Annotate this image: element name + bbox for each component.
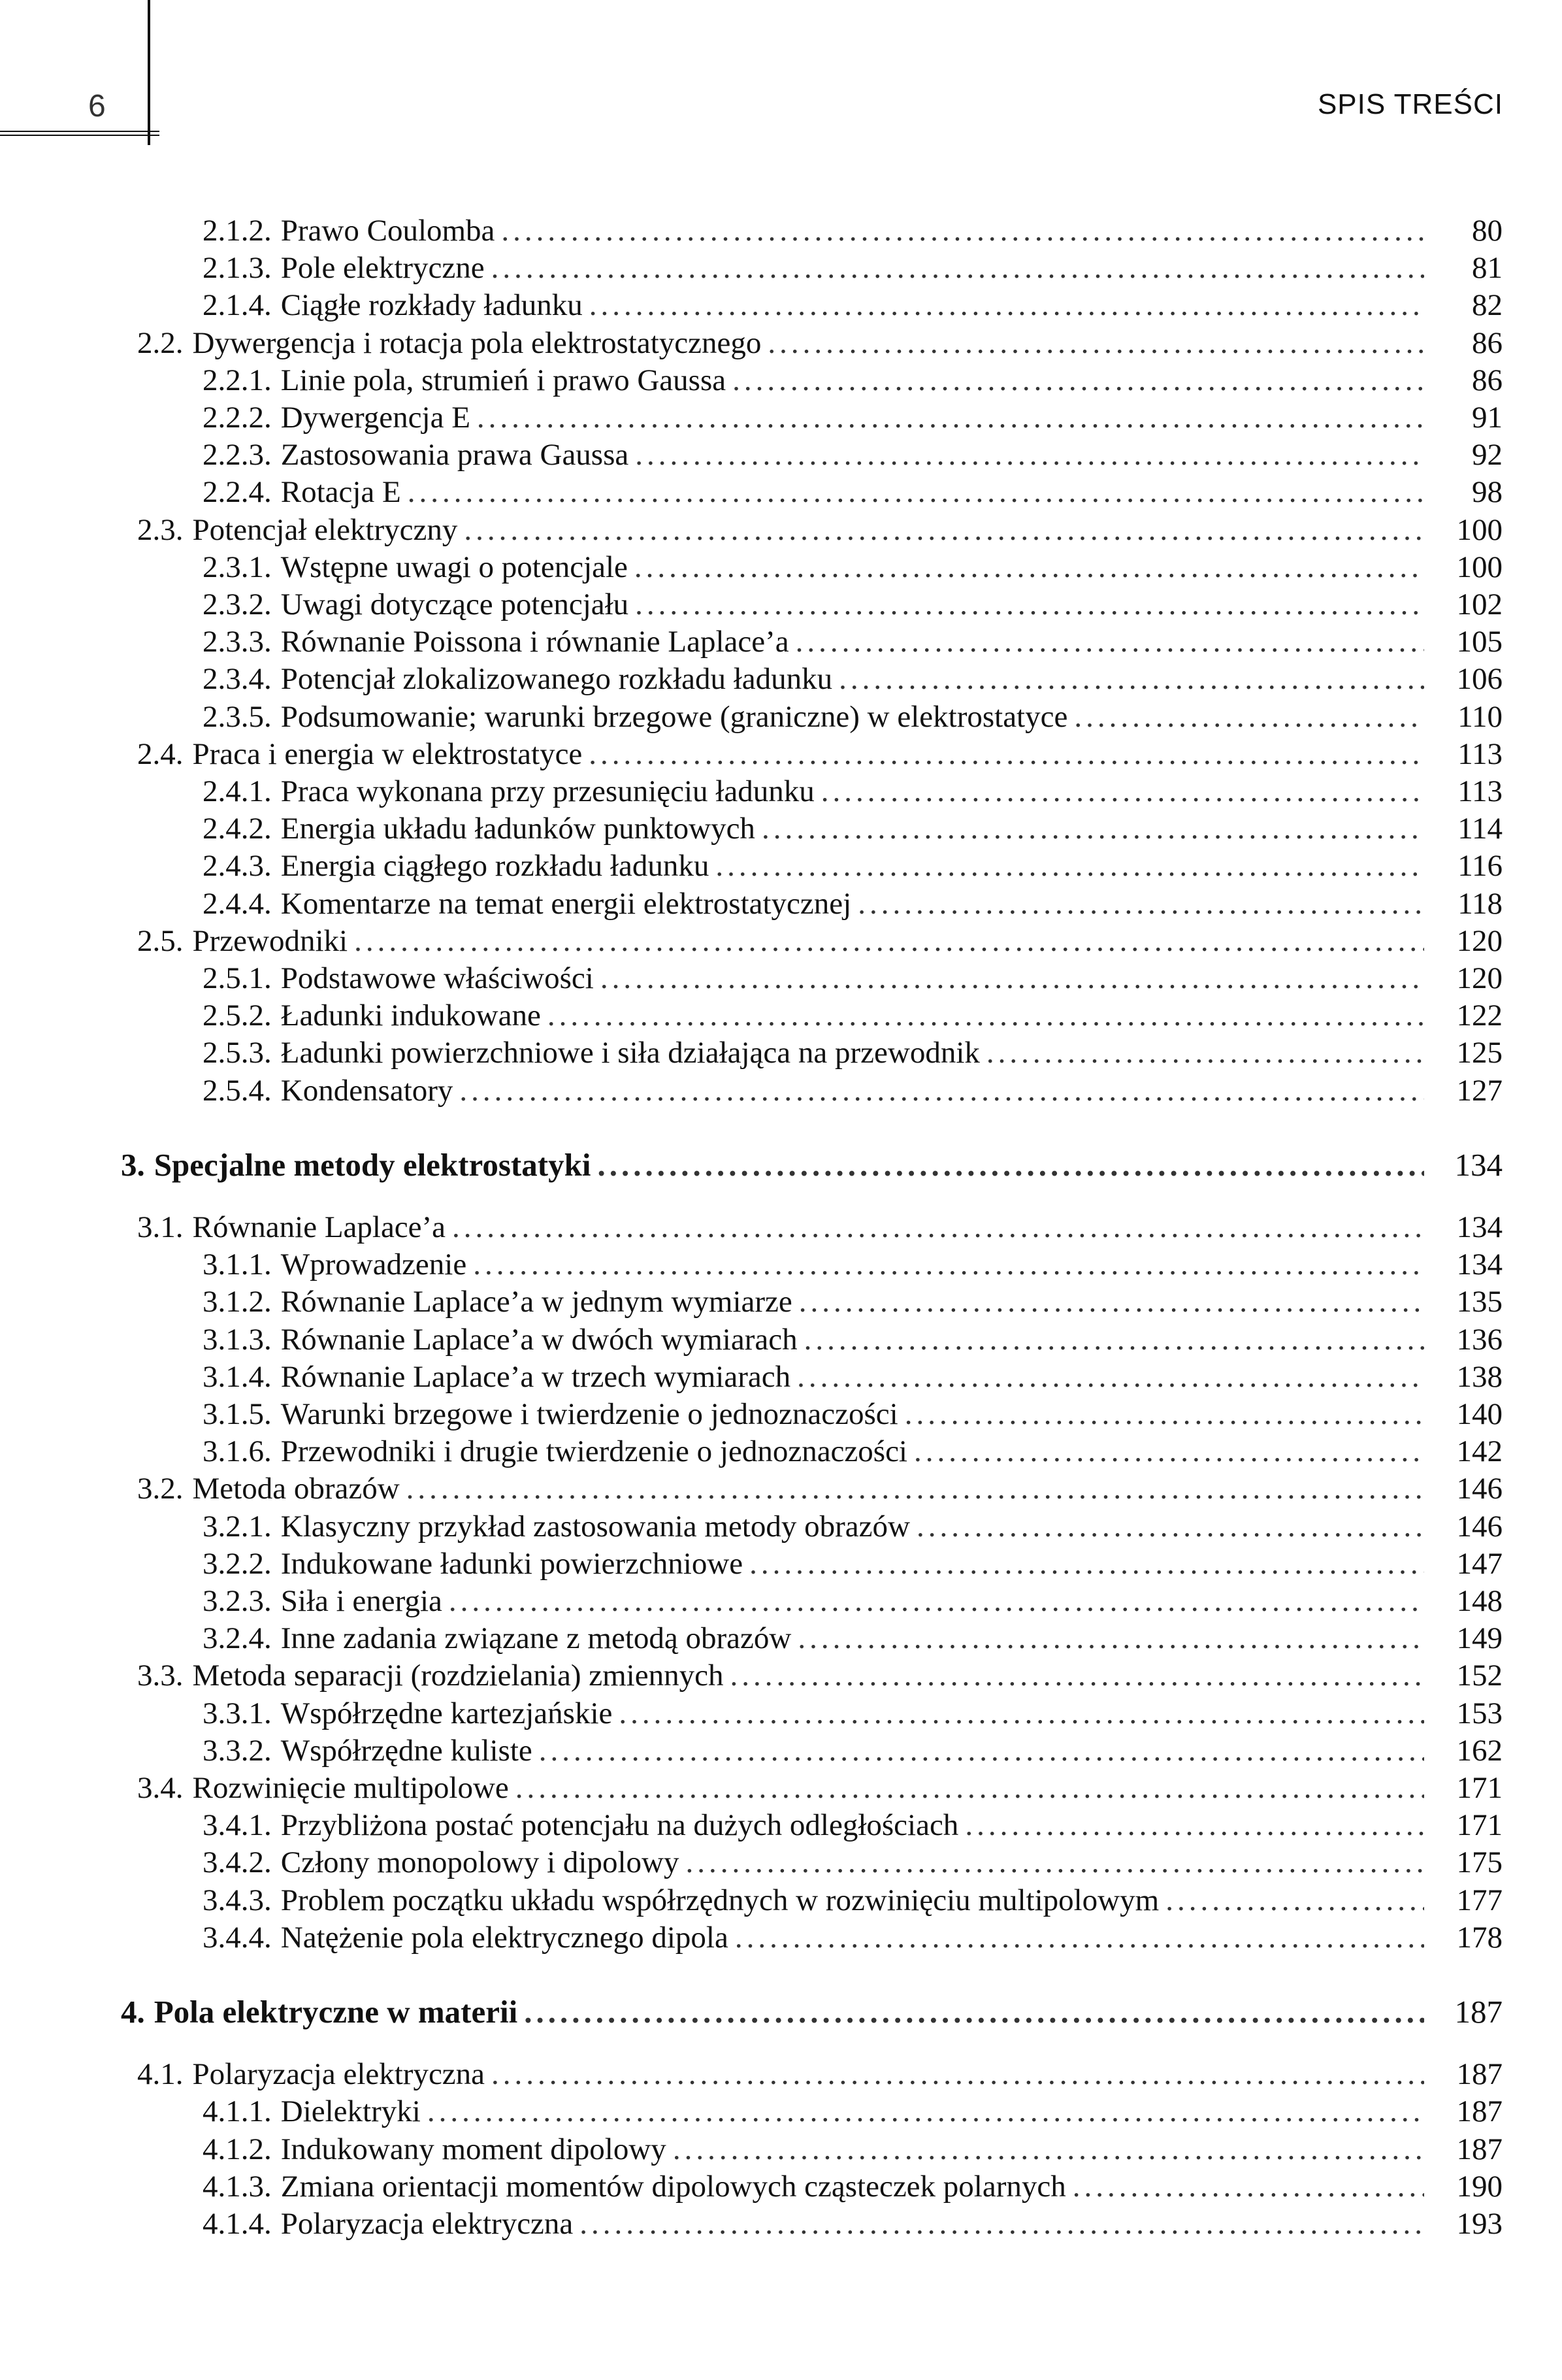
toc-subsection (203, 365, 1503, 396)
toc-entry-number: 2.4. (137, 737, 184, 771)
toc-section (137, 739, 1503, 770)
toc-section (137, 926, 1503, 957)
toc-entry-page: 187 (1456, 2132, 1503, 2166)
dot-leader (732, 365, 1424, 396)
toc-subsection (203, 1512, 1503, 1542)
dot-leader (635, 589, 1424, 620)
dot-leader (986, 1038, 1424, 1068)
toc-entry-title: Równanie Laplace’a (192, 1210, 446, 1244)
dot-leader (796, 627, 1424, 657)
toc-entry-page: 146 (1456, 1472, 1503, 1506)
dot-leader (589, 290, 1424, 321)
dot-leader (730, 1661, 1424, 1691)
toc-subsection (203, 1549, 1503, 1579)
toc-entry-page: 86 (1472, 326, 1503, 360)
toc-entry-number: 3. (121, 1147, 145, 1183)
toc-subsection (203, 627, 1503, 657)
dot-leader (1165, 1885, 1424, 1916)
toc-entry-title: Zmiana orientacji momentów dipolowych cząsteczek polarnych (280, 2170, 1066, 2204)
toc-entry-page: 102 (1456, 587, 1503, 621)
toc-entry-title: Siła i energia (280, 1584, 442, 1618)
toc-entry-title: Praca wykonana przy przesunięciu ładunku (280, 774, 815, 808)
toc-entry-page: 152 (1456, 1659, 1503, 1693)
dot-leader (799, 1287, 1424, 1317)
toc-entry-page: 136 (1456, 1323, 1503, 1357)
toc-entry-number: 4.1.1. (203, 2094, 272, 2128)
dot-leader (579, 2209, 1424, 2240)
toc-chapter (121, 1996, 1503, 2028)
dot-leader (600, 963, 1424, 994)
dot-leader (515, 1773, 1424, 1804)
toc-subsection (203, 1000, 1503, 1031)
dot-leader (735, 1923, 1424, 1953)
toc-subsection (203, 963, 1503, 994)
toc-entry-number: 3.1.2. (203, 1285, 272, 1319)
dot-leader (858, 889, 1424, 919)
toc-entry-title: Równanie Poissona i równanie Laplace’a (280, 625, 789, 659)
toc-subsection (203, 1885, 1503, 1916)
dot-leader (459, 1076, 1424, 1106)
toc-subsection (203, 1249, 1503, 1280)
toc-entry-number: 3.2.1. (203, 1510, 272, 1544)
toc-entry-page: 187 (1454, 1994, 1503, 2030)
toc-subsection (203, 814, 1503, 844)
toc-entry-number: 2.1.3. (203, 251, 272, 285)
dot-leader (797, 1362, 1424, 1393)
toc-subsection (203, 1362, 1503, 1393)
toc-entry-page: 81 (1472, 251, 1503, 285)
toc-entry-page: 116 (1457, 849, 1503, 883)
toc-section (137, 1212, 1503, 1243)
dot-leader (491, 2059, 1424, 2090)
toc-entry-number: 2.1.4. (203, 288, 272, 322)
dot-leader (452, 1212, 1424, 1243)
toc-entry-page: 190 (1456, 2170, 1503, 2204)
toc-entry-page: 113 (1457, 774, 1503, 808)
dot-leader (634, 552, 1424, 583)
toc-entry-number: 3.3. (137, 1659, 184, 1693)
toc-entry-number: 4. (121, 1994, 145, 2030)
toc-entry-page: 120 (1456, 961, 1503, 995)
toc-entry-title: Ładunki indukowane (280, 999, 541, 1033)
toc-entry-number: 3.4. (137, 1771, 184, 1805)
dot-leader (839, 664, 1424, 695)
toc-subsection (203, 552, 1503, 583)
toc-subsection (203, 2209, 1503, 2240)
toc-entry-page: 91 (1472, 401, 1503, 435)
toc-entry-title: Ładunki powierzchniowe i siła działająca na przewodnik (280, 1036, 980, 1070)
toc-entry-page: 80 (1472, 214, 1503, 248)
toc-section (137, 328, 1503, 359)
toc-entry-page: 193 (1456, 2207, 1503, 2241)
dot-leader (798, 1623, 1424, 1654)
toc-entry-title: Dywergencja E (280, 401, 470, 435)
toc-entry-number: 2.3.3. (203, 625, 272, 659)
toc-entry-title: Potencjał zlokalizowanego rozkładu ładunku (280, 662, 833, 696)
dot-leader (406, 1474, 1424, 1504)
toc-entry-page: 122 (1456, 999, 1503, 1033)
toc-entry-title: Wprowadzenie (280, 1248, 467, 1281)
toc-entry-title: Praca i energia w elektrostatyce (192, 737, 583, 771)
dot-leader (473, 1249, 1424, 1280)
toc-subsection (203, 1586, 1503, 1617)
toc-subsection (203, 1810, 1503, 1841)
toc-subsection (203, 477, 1503, 508)
toc-entry-title: Energia ciągłego rozkładu ładunku (280, 849, 709, 883)
toc-entry-number: 2.3.2. (203, 587, 272, 621)
toc-entry-title: Przybliżona postać potencjału na dużych odległościach (280, 1808, 959, 1842)
toc-entry-title: Problem początku układu współrzędnych w rozwinięciu multipolowym (280, 1883, 1160, 1917)
toc-subsection (203, 2134, 1503, 2165)
toc-entry-title: Metoda separacji (rozdzielania) zmiennych (192, 1659, 724, 1693)
dot-leader (354, 926, 1424, 957)
toc-entry-title: Przewodniki i drugie twierdzenie o jednoznaczości (280, 1434, 907, 1468)
toc-entry-number: 3.2.3. (203, 1584, 272, 1618)
toc-entry-page: 138 (1456, 1360, 1503, 1394)
toc-entry-title: Równanie Laplace’a w jednym wymiarze (280, 1285, 792, 1319)
toc-subsection (203, 702, 1503, 733)
toc-entry-page: 178 (1456, 1921, 1503, 1955)
toc-entry-number: 2.4.4. (203, 887, 272, 921)
toc-entry-title: Komentarze na temat energii elektrostatycznej (280, 887, 852, 921)
toc-entry-page: 149 (1456, 1621, 1503, 1655)
toc-entry-title: Indukowane ładunki powierzchniowe (280, 1547, 743, 1581)
toc-entry-title: Uwagi dotyczące potencjału (280, 587, 629, 621)
toc-entry-page: 110 (1457, 700, 1503, 734)
corner-frame-horizontal (0, 131, 159, 136)
toc-entry-number: 2.5.4. (203, 1074, 272, 1108)
toc-entry-number: 2.2.3. (203, 438, 272, 472)
toc-entry-number: 4.1.4. (203, 2207, 272, 2241)
dot-leader (917, 1512, 1424, 1542)
toc-subsection (203, 440, 1503, 471)
toc-entry-number: 2.5. (137, 924, 184, 958)
toc-entry-number: 2.4.2. (203, 812, 272, 846)
toc-entry-number: 2.2. (137, 326, 184, 360)
toc-subsection (203, 1436, 1503, 1467)
toc-entry-title: Kondensatory (280, 1074, 453, 1108)
toc-subsection (203, 1399, 1503, 1430)
toc-entry-number: 3.4.1. (203, 1808, 272, 1842)
toc-entry-page: 187 (1456, 2057, 1503, 2091)
toc-entry-number: 3.4.4. (203, 1921, 272, 1955)
dot-leader (914, 1436, 1424, 1467)
toc-entry-number: 3.3.1. (203, 1696, 272, 1730)
toc-entry-number: 2.4.1. (203, 774, 272, 808)
toc-entry-number: 3.1.4. (203, 1360, 272, 1394)
toc-entry-page: 171 (1456, 1808, 1503, 1842)
toc-entry-page: 125 (1456, 1036, 1503, 1070)
toc-entry-number: 2.3.5. (203, 700, 272, 734)
toc-entry-page: 120 (1456, 924, 1503, 958)
toc-entry-title: Polaryzacja elektryczna (192, 2057, 485, 2091)
toc-subsection (203, 889, 1503, 919)
toc-entry-page: 134 (1456, 1210, 1503, 1244)
toc-entry-number: 4.1.2. (203, 2132, 272, 2166)
toc-subsection (203, 216, 1503, 246)
toc-entry-title: Zastosowania prawa Gaussa (280, 438, 629, 472)
dot-leader (673, 2134, 1424, 2165)
toc-entry-number: 2.2.1. (203, 363, 272, 397)
running-header: SPIS TREŚCI (1317, 88, 1503, 120)
toc-entry-number: 3.3.2. (203, 1734, 272, 1768)
toc-entry-title: Współrzędne kartezjańskie (280, 1696, 613, 1730)
dot-leader (408, 477, 1424, 508)
toc-entry-title: Ciągłe rozkłady ładunku (280, 288, 583, 322)
toc-entry-number: 2.2.2. (203, 401, 272, 435)
toc-entry-page: 118 (1457, 887, 1503, 921)
dot-leader (427, 2096, 1424, 2127)
dot-leader (524, 1996, 1424, 2028)
toc-entry-number: 2.3.4. (203, 662, 272, 696)
toc-entry-page: 86 (1472, 363, 1503, 397)
toc-entry-page: 177 (1456, 1883, 1503, 1917)
toc-entry-page: 127 (1456, 1074, 1503, 1108)
toc-entry-number: 2.5.1. (203, 961, 272, 995)
dot-leader (491, 253, 1424, 284)
dot-leader (965, 1810, 1424, 1841)
toc-entry-title: Współrzędne kuliste (280, 1734, 532, 1768)
dot-leader (635, 440, 1424, 471)
dot-leader (597, 1149, 1424, 1181)
toc-entry-number: 3.2. (137, 1472, 184, 1506)
toc-section (137, 1474, 1503, 1504)
toc-entry-number: 3.2.2. (203, 1547, 272, 1581)
toc-subsection (203, 403, 1503, 433)
toc-entry-number: 2.2.4. (203, 475, 272, 509)
toc-entry-number: 2.4.3. (203, 849, 272, 883)
toc-entry-title: Natężenie pola elektrycznego dipola (280, 1921, 728, 1955)
dot-leader (464, 515, 1424, 546)
toc-section (137, 515, 1503, 546)
dot-leader (768, 328, 1424, 359)
toc-subsection (203, 1847, 1503, 1878)
toc-subsection (203, 589, 1503, 620)
dot-leader (1074, 702, 1424, 733)
toc-entry-title: Inne zadania związane z metodą obrazów (280, 1621, 792, 1655)
toc-entry-number: 3.1.1. (203, 1248, 272, 1281)
toc-subsection (203, 1736, 1503, 1766)
page-number: 6 (88, 89, 106, 124)
toc-entry-title: Warunki brzegowe i twierdzenie o jednoznaczości (280, 1397, 898, 1431)
toc-entry-title: Podstawowe właściwości (280, 961, 594, 995)
dot-leader (821, 776, 1424, 807)
toc-entry-number: 3.2.4. (203, 1621, 272, 1655)
dot-leader (762, 814, 1424, 844)
toc-entry-title: Równanie Laplace’a w dwóch wymiarach (280, 1323, 798, 1357)
dot-leader (477, 403, 1424, 433)
toc-entry-page: 148 (1456, 1584, 1503, 1618)
toc-subsection (203, 253, 1503, 284)
toc-entry-page: 171 (1456, 1771, 1503, 1805)
toc-entry-page: 92 (1472, 438, 1503, 472)
toc-entry-page: 140 (1456, 1397, 1503, 1431)
toc-entry-title: Przewodniki (192, 924, 348, 958)
toc-entry-title: Równanie Laplace’a w trzech wymiarach (280, 1360, 791, 1394)
toc-entry-page: 187 (1456, 2094, 1503, 2128)
toc-entry-title: Pola elektryczne w materii (154, 1994, 518, 2030)
toc-entry-page: 162 (1456, 1734, 1503, 1768)
toc-entry-title: Człony monopolowy i dipolowy (280, 1845, 679, 1879)
toc-entry-page: 100 (1456, 550, 1503, 584)
toc-entry-page: 82 (1472, 288, 1503, 322)
toc-subsection (203, 290, 1503, 321)
toc-subsection (203, 1698, 1503, 1729)
toc-entry-title: Dywergencja i rotacja pola elektrostatycznego (192, 326, 762, 360)
toc-entry-page: 142 (1456, 1434, 1503, 1468)
toc-entry-number: 3.4.2. (203, 1845, 272, 1879)
toc-entry-number: 3.1.5. (203, 1397, 272, 1431)
toc-subsection (203, 851, 1503, 882)
toc-entry-page: 146 (1456, 1510, 1503, 1544)
dot-leader (715, 851, 1424, 882)
toc-subsection (203, 1923, 1503, 1953)
toc-entry-page: 98 (1472, 475, 1503, 509)
toc-subsection (203, 2172, 1503, 2202)
toc-entry-title: Polaryzacja elektryczna (280, 2207, 574, 2241)
toc-entry-title: Podsumowanie; warunki brzegowe (graniczne) w elektrostatyce (280, 700, 1068, 734)
dot-leader (685, 1847, 1424, 1878)
toc-entry-page: 135 (1456, 1285, 1503, 1319)
toc-entry-title: Wstępne uwagi o potencjale (280, 550, 628, 584)
dot-leader (905, 1399, 1424, 1430)
toc-subsection (203, 664, 1503, 695)
dot-leader (501, 216, 1424, 246)
toc-entry-number: 3.1. (137, 1210, 184, 1244)
toc-entry-title: Prawo Coulomba (280, 214, 495, 248)
dot-leader (449, 1586, 1424, 1617)
dot-leader (619, 1698, 1424, 1729)
toc-subsection (203, 2096, 1503, 2127)
toc-entry-number: 4.1.3. (203, 2170, 272, 2204)
toc-entry-page: 147 (1456, 1547, 1503, 1581)
toc-entry-title: Klasyczny przykład zastosowania metody obrazów (280, 1510, 910, 1544)
toc-entry-page: 113 (1457, 737, 1503, 771)
toc-subsection (203, 1287, 1503, 1317)
toc-entry-page: 134 (1456, 1248, 1503, 1281)
toc-section (137, 1773, 1503, 1804)
toc-entry-number: 2.5.2. (203, 999, 272, 1033)
toc-entry-page: 105 (1456, 625, 1503, 659)
toc-section (137, 1661, 1503, 1691)
toc-entry-title: Metoda obrazów (192, 1472, 400, 1506)
toc-entry-title: Linie pola, strumień i prawo Gaussa (280, 363, 726, 397)
toc-entry-number: 2.3. (137, 513, 184, 547)
toc-entry-page: 100 (1456, 513, 1503, 547)
toc-subsection (203, 1038, 1503, 1068)
toc-section (137, 2059, 1503, 2090)
toc-entry-title: Specjalne metody elektrostatyki (154, 1147, 591, 1183)
toc-entry-page: 134 (1454, 1147, 1503, 1183)
toc-entry-page: 114 (1457, 812, 1503, 846)
toc-entry-number: 4.1. (137, 2057, 184, 2091)
toc-entry-number: 2.5.3. (203, 1036, 272, 1070)
toc-entry-page: 106 (1456, 662, 1503, 696)
toc-subsection (203, 1325, 1503, 1355)
dot-leader (589, 739, 1424, 770)
toc-entry-number: 3.1.3. (203, 1323, 272, 1357)
corner-frame-vertical (148, 0, 150, 145)
toc-entry-title: Rotacja E (280, 475, 401, 509)
toc-entry-title: Rozwinięcie multipolowe (192, 1771, 509, 1805)
toc-entry-page: 175 (1456, 1845, 1503, 1879)
dot-leader (804, 1325, 1424, 1355)
dot-leader (539, 1736, 1424, 1766)
toc-subsection (203, 1076, 1503, 1106)
toc-entry-number: 3.4.3. (203, 1883, 272, 1917)
toc-entry-number: 2.3.1. (203, 550, 272, 584)
toc-entry-title: Energia układu ładunków punktowych (280, 812, 755, 846)
dot-leader (749, 1549, 1424, 1579)
toc-entry-title: Indukowany moment dipolowy (280, 2132, 666, 2166)
toc-entry-title: Pole elektryczne (280, 251, 485, 285)
dot-leader (1073, 2172, 1424, 2202)
toc-entry-title: Potencjał elektryczny (192, 513, 458, 547)
toc-entry-page: 153 (1456, 1696, 1503, 1730)
toc-entry-number: 2.1.2. (203, 214, 272, 248)
toc-subsection (203, 1623, 1503, 1654)
toc-chapter (121, 1149, 1503, 1181)
dot-leader (547, 1000, 1424, 1031)
toc-entry-title: Dielektryki (280, 2094, 421, 2128)
toc-subsection (203, 776, 1503, 807)
toc-entry-number: 3.1.6. (203, 1434, 272, 1468)
